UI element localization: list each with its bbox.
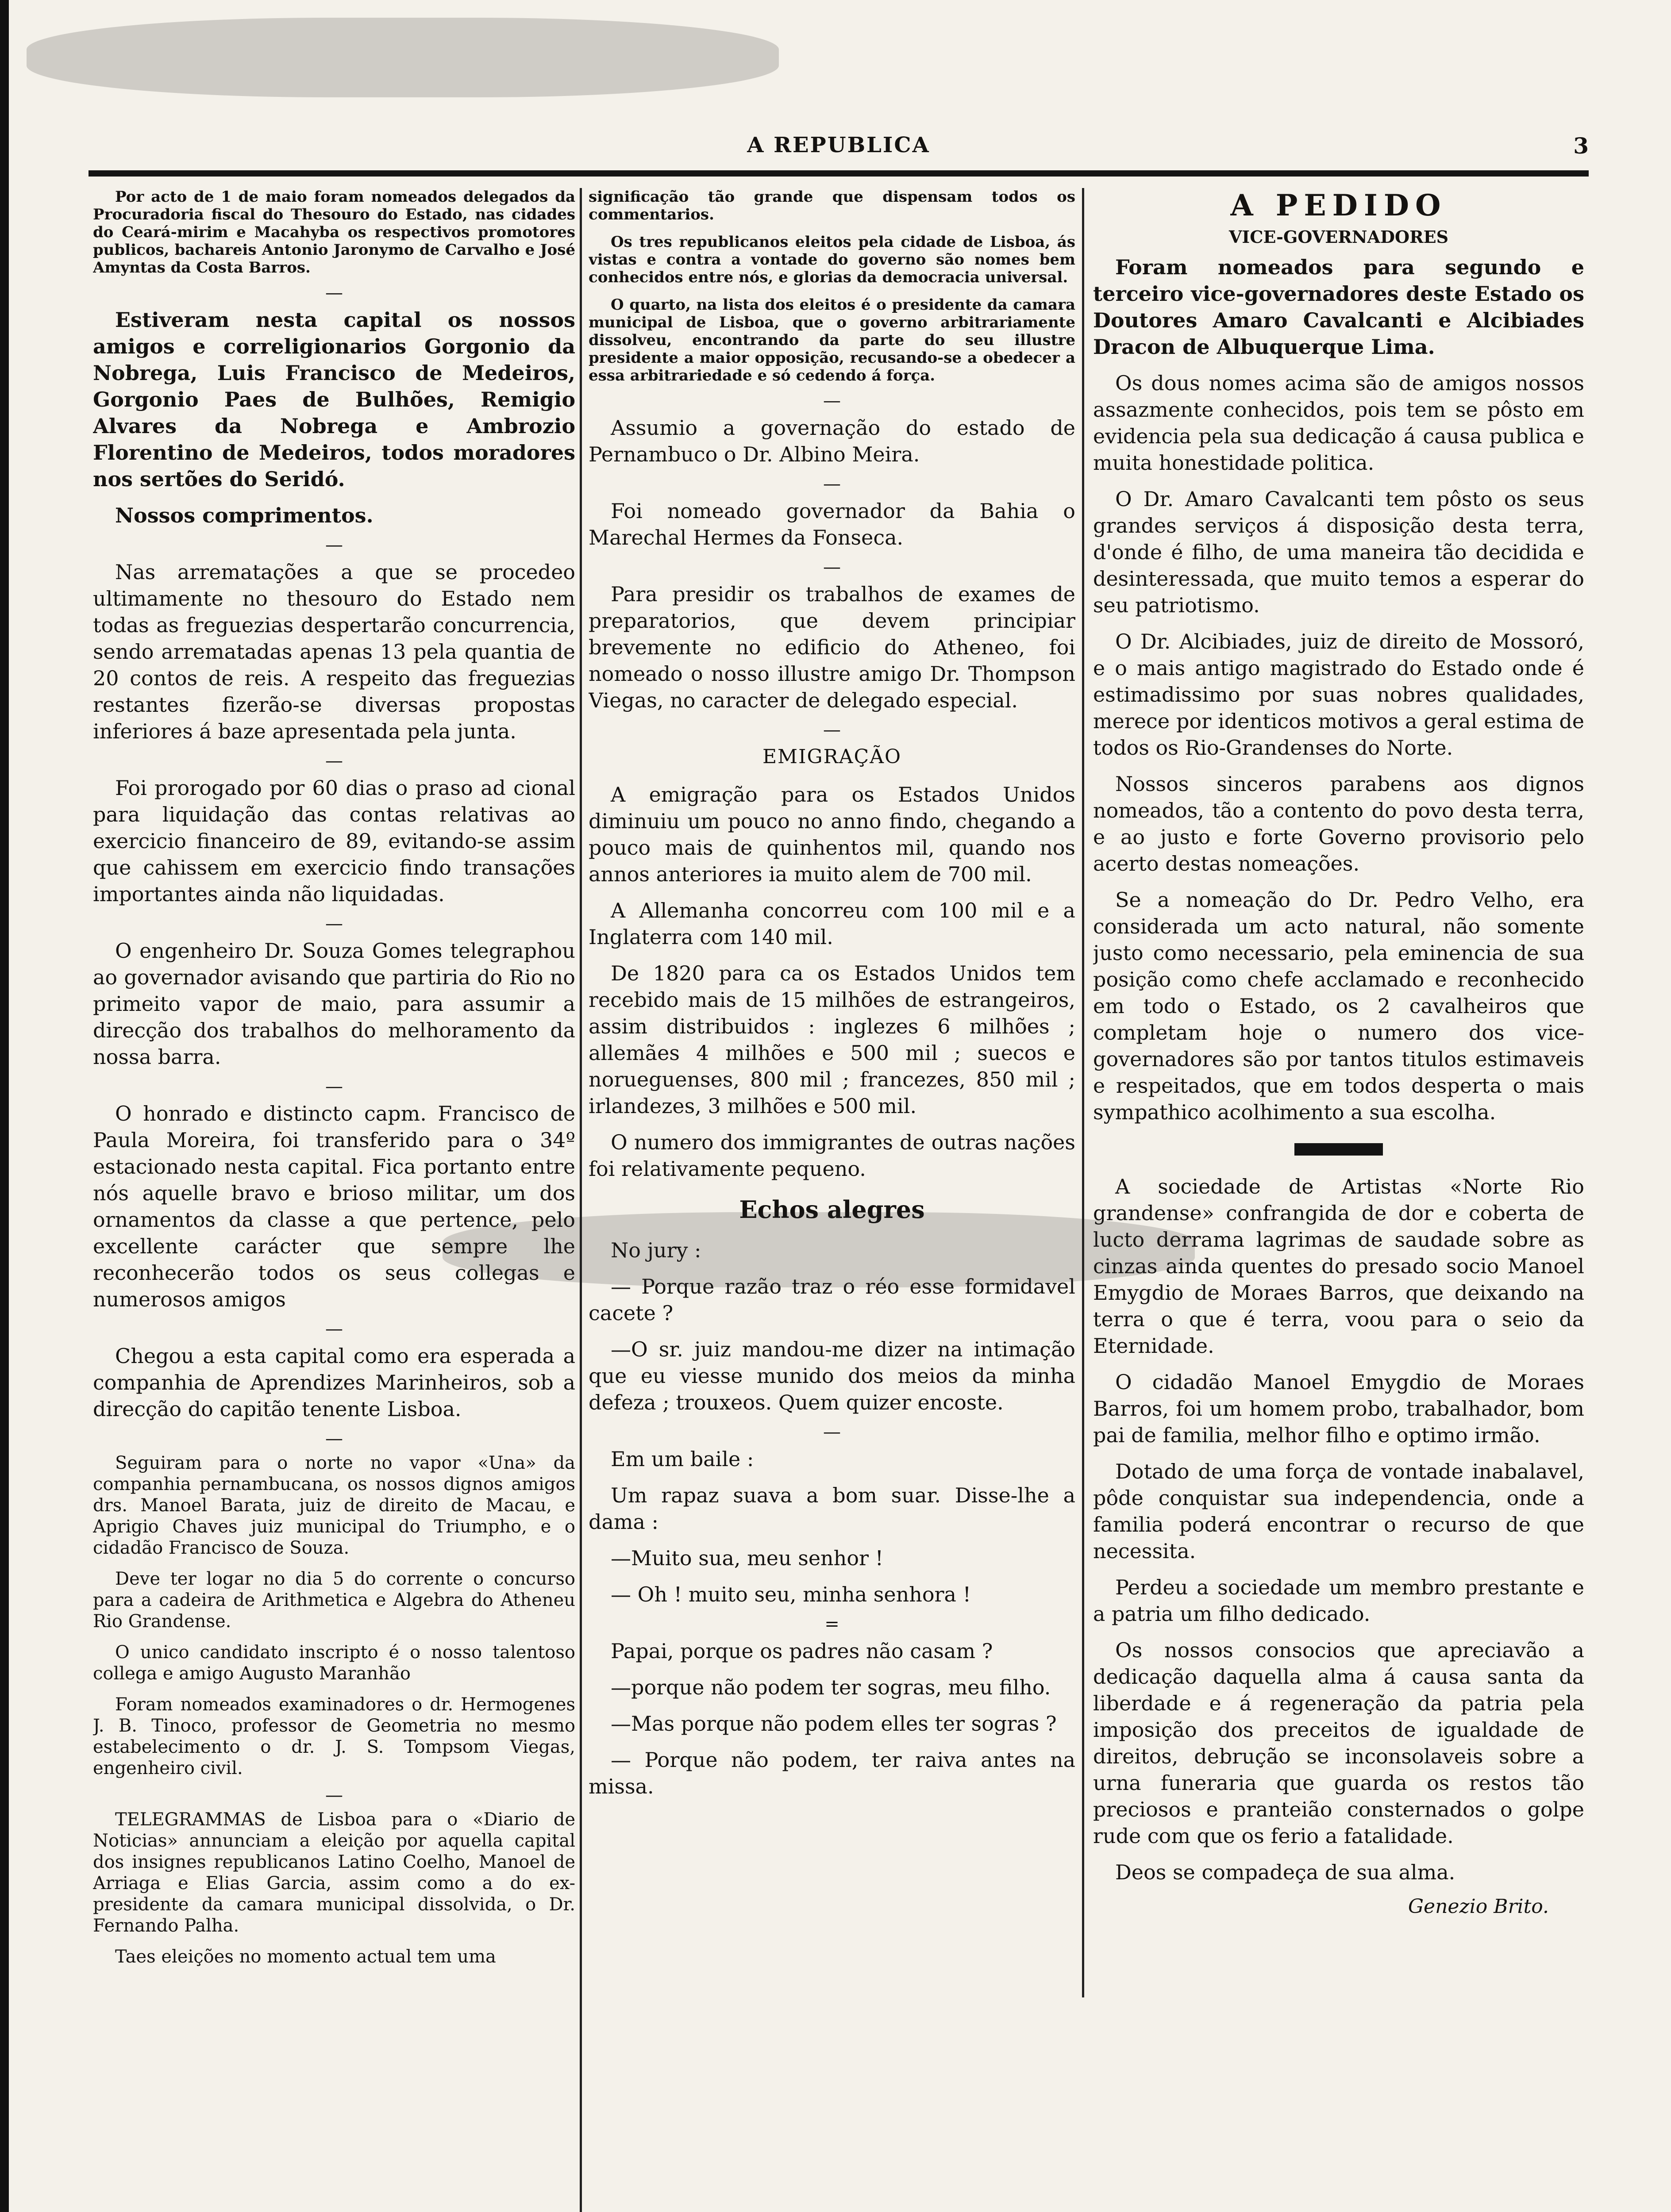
separator: —	[325, 535, 343, 555]
article-text: Deos se compadeça de sua alma.	[1115, 1860, 1455, 1884]
column-divider	[580, 188, 582, 2212]
article-text: Nossos sinceros parabens aos dignos nomeados, tão a contento do povo desta terra, e ao justo e forte Governo provisorio pelo acerto destas nomeações.	[1093, 772, 1584, 876]
article-text: O honrado e distincto capm. Francisco de Paula Moreira, foi transferido para o 34º estacionado nesta capital. Fica portanto entre nós aquelle bravo e brioso militar, um dos ornamentos da classe a que pertence, pelo excellente carácter que sempre lhe reconhecerão todos os seus collegas e numerosos amigos	[93, 1102, 575, 1311]
signature: Genezio Brito.	[1408, 1895, 1549, 1918]
article-text: TELEGRAMMAS de Lisboa para o «Diario de Noticias» annunciam a eleição por aquella capital dos insignes republicanos Latino Coelho, Manoel de Arriaga e Elias Garcia, assim como a do ex-presidente da camara municipal dissolvida, o Dr. Fernando Palha.	[93, 1809, 575, 1936]
joke-line: —Mas porque não podem elles ter sogras ?	[611, 1712, 1057, 1736]
separator: —	[325, 283, 343, 303]
joke-line: —O sr. juiz mandou-me dizer na intimação que eu viesse munido dos meios da minha defeza ; trouxeos. Quem quizer encoste.	[589, 1337, 1075, 1414]
article-text: Seguiram para o norte no vapor «Una» da companhia pernambucana, os nossos dignos amigos drs. Manoel Barata, juiz de direito de Macau, e Aprigio Chaves juiz municipal do Triumpho, e o cidadão Francisco de Souza.	[93, 1453, 575, 1558]
separator: —	[823, 391, 841, 411]
separator: —	[823, 557, 841, 577]
article-text: Nossos comprimentos.	[115, 503, 373, 527]
ink-stain	[27, 18, 779, 97]
joke-line: No jury :	[611, 1238, 701, 1262]
subsection-heading: VICE-GOVERNADORES	[1228, 227, 1449, 247]
article-text: O Dr. Alcibiades, juiz de direito de Mossoró, e o mais antigo magistrado do Estado onde é estimadissimo por suas nobres qualidades, merece por identicos motivos a geral estima de todos os Rio-Grandenses do Norte.	[1093, 630, 1584, 760]
article-text: Por acto de 1 de maio foram nomeados delegados da Procuradoria fiscal do Thesouro do Estado, nas cidades do Ceará-mirim e Macahyba os respectivos promotores publicos, bachareis Antonio Jaronymo de Carvalho e José Amyntas da Costa Barros.	[93, 188, 575, 276]
joke-line: — Porque não podem, ter raiva antes na missa.	[589, 1748, 1075, 1798]
article-text: Os tres republicanos eleitos pela cidade de Lisboa, ás vistas e contra a vontade do governo são nomes bem conhecidos entre nós, e glorias da democracia universal.	[589, 233, 1075, 286]
article-text: O quarto, na lista dos eleitos é o presidente da camara municipal de Lisboa, que o governo arbitrariamente dissolveu, encontrando da parte do seu illustre presidente a maior opposição, recusando-se a obedecer a essa arbitrariedade e só cedendo á força.	[589, 296, 1075, 384]
article-text: De 1820 para ca os Estados Unidos tem recebido mais de 15 milhões de estrangeiros, assim distribuidos : inglezes 6 milhões ; allemães 4 milhões e 500 mil ; suecos e norueguenses, 800 mil ; francezes, 850 mil ; irlandezes, 3 milhões e 500 mil.	[589, 961, 1075, 1118]
article-text: Os nossos consocios que apreciavão a dedicação daquella alma á causa santa da liberdade e á regeneração da patria pela imposição dos preceitos de igualdade de direitos, debrução se inconsolaveis sobre a urna funeraria que guarda os restos tão preciosos e pranteião consternados o golpe rude com que os ferio a fatalidade.	[1093, 1638, 1584, 1848]
column-1	[93, 188, 575, 2212]
separator: —	[823, 474, 841, 494]
separator: —	[325, 1319, 343, 1339]
article-text: O engenheiro Dr. Souza Gomes telegraphou ao governador avisando que partiria do Rio no primeito vapor de maio, para assumir a direcção dos trabalhos do melhoramento da nossa barra.	[93, 939, 575, 1069]
article-text: Chegou a esta capital como era esperada a companhia de Aprendizes Marinheiros, sob a direcção do capitão tenente Lisboa.	[93, 1344, 575, 1421]
section-heading: A PEDIDO	[1230, 188, 1447, 223]
article-text: Perdeu a sociedade um membro prestante e a patria um filho dedicado.	[1093, 1575, 1584, 1626]
separator: —	[325, 1429, 343, 1449]
joke-line: Em um baile :	[611, 1447, 754, 1471]
article-text: Assumio a governação do estado de Pernambuco o Dr. Albino Meira.	[589, 416, 1075, 466]
article-text: Para presidir os trabalhos de exames de preparatorios, que devem principiar brevemente no edificio do Atheneo, foi nomeado o nosso illustre amigo Dr. Thompson Viegas, no caracter de delegado especial.	[589, 582, 1075, 712]
separator: —	[823, 720, 841, 740]
joke-line: —Muito sua, meu senhor !	[611, 1546, 884, 1570]
separator: =	[824, 1614, 839, 1634]
column-divider	[1082, 188, 1084, 1997]
joke-line: —porque não podem ter sogras, meu filho.	[611, 1675, 1051, 1699]
article-text: O Dr. Amaro Cavalcanti tem pôsto os seus grandes serviços á disposição desta terra, d'onde é filho, de uma maneira tão decidida e desinteressada, que muito temos a esperar do seu patriotismo.	[1093, 487, 1584, 617]
article-text: Deve ter logar no dia 5 do corrente o concurso para a cadeira de Arithmetica e Algebra do Atheneu Rio Grandense.	[93, 1569, 575, 1632]
article-text: Taes eleições no momento actual tem uma	[115, 1947, 496, 1967]
article-text: Foram nomeados examinadores o dr. Hermogenes J. B. Tinoco, professor de Geometria no mesmo estabelecimento o dr. J. S. Tompsom Viegas, engenheiro civil.	[93, 1694, 575, 1778]
article-text: Estiveram nesta capital os nossos amigos e correligionarios Gorgonio da Nobrega, Luis Francisco de Medeiros, Gorgonio Paes de Bulhões, Remigio Alvares da Nobrega e Ambrozio Florentino de Medeiros, todos moradores nos sertões do Seridó.	[93, 308, 575, 491]
article-text: O cidadão Manoel Emygdio de Moraes Barros, foi um homem probo, trabalhador, bom pai de familia, melhor filho e optimo irmão.	[1093, 1370, 1584, 1447]
separator: —	[325, 1076, 343, 1097]
separator: —	[823, 1422, 841, 1442]
scan-edge	[0, 0, 9, 2212]
section-heading: EMIGRAÇÃO	[762, 745, 902, 768]
article-text: Foram nomeados para segundo e terceiro vice-governadores deste Estado os Doutores Amaro Cavalcanti e Alcibiades Dracon de Albuquerque Lima.	[1093, 255, 1584, 359]
ink-stain	[443, 1212, 1195, 1287]
article-text: Nas arrematações a que se procedeo ultimamente no thesouro do Estado nem todas as freguezias despertarão concurrencia, sendo arrematadas apenas 13 pela quantia de 20 contos de reis. A respeito das freguezias restantes fizerão-se diversas propostas inferiores á baze apresentada pela junta.	[93, 560, 575, 743]
article-text: Se a nomeação do Dr. Pedro Velho, era considerada um acto natural, não somente justo como necessario, pela eminencia de sua posição como chefe acclamado e reconhecido em todo o Estado, os 2 cavalheiros que completam hoje o numero dos vice-governadores são por tantos titulos estimaveis e respeitados, que em todos desperta o mais sympathico acolhimento a sua escolha.	[1093, 888, 1584, 1124]
joke-line: Um rapaz suava a bom suar. Disse-lhe a dama :	[589, 1483, 1075, 1534]
separator: —	[325, 914, 343, 934]
column-2	[589, 188, 1075, 1997]
article-text: significação tão grande que dispensam todos os commentarios.	[589, 188, 1075, 223]
page-number: 3	[1573, 133, 1589, 159]
page-header	[89, 133, 1589, 159]
joke-line: — Oh ! muito seu, minha senhora !	[611, 1582, 971, 1606]
separator: —	[325, 1785, 343, 1805]
joke-line: Papai, porque os padres não casam ?	[611, 1639, 993, 1663]
header-rule	[89, 170, 1589, 177]
article-text: A Allemanha concorreu com 100 mil e a Inglaterra com 140 mil.	[589, 899, 1075, 949]
section-heading: Echos alegres	[739, 1195, 925, 1224]
separator: —	[325, 751, 343, 771]
article-text: O unico candidato inscripto é o nosso talentoso collega e amigo Augusto Maranhão	[93, 1642, 575, 1684]
article-text: O numero dos immigrantes de outras nações foi relativamente pequeno.	[589, 1130, 1075, 1181]
article-text: Os dous nomes acima são de amigos nossos assazmente conhecidos, pois tem se pôsto em evidencia pela sua dedicação á causa publica e muita honestidade politica.	[1093, 371, 1584, 475]
column-3	[1093, 188, 1584, 1997]
article-text: A sociedade de Artistas «Norte Rio grandense» confrangida de dor e coberta de lucto derrama lagrimas de saudade sobre as cinzas ainda quentes do presado socio Manoel Emygdio de Moraes Barros, que deixando na terra o que é terra, voou para o seio da Eternidade.	[1093, 1175, 1584, 1358]
mourning-bar	[1294, 1143, 1383, 1156]
article-text: A emigração para os Estados Unidos diminuiu um pouco no anno findo, chegando a pouco mais de quinhentos mil, quando nos annos anteriores ia muito alem de 700 mil.	[589, 783, 1075, 886]
article-text: Dotado de uma força de vontade inabalavel, pôde conquistar sua independencia, onde a familia poderá encontrar o recurso de que necessita.	[1093, 1459, 1584, 1563]
article-text: Foi prorogado por 60 dias o praso ad cional para liquidação das contas relativas ao exercicio financeiro de 89, evitando-se assim que cahissem em exercicio findo transações importantes ainda não liquidadas.	[93, 776, 575, 906]
joke-line: — Porque razão traz o réo esse formidavel cacete ?	[589, 1275, 1075, 1325]
article-text: Foi nomeado governador da Bahia o Marechal Hermes da Fonseca.	[589, 499, 1075, 549]
newspaper-title: A REPUBLICA	[747, 133, 930, 157]
